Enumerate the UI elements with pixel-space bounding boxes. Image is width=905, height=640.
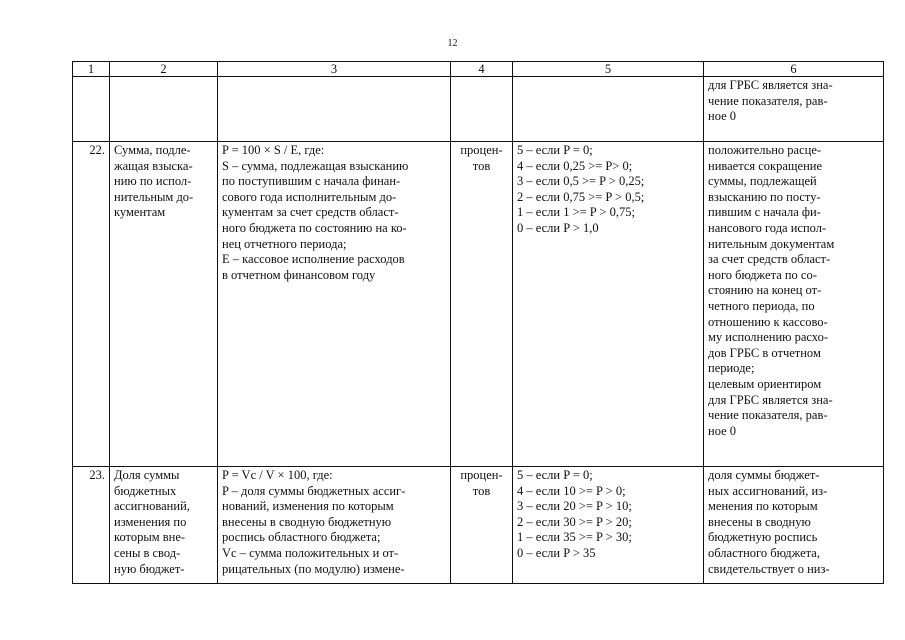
column-header: 2	[110, 62, 218, 77]
empty-cell	[513, 77, 704, 142]
indicator-name-cell: Доля суммы бюджетных ассигнований, изменения по которым вне- сены в свод- ную бюджет-	[110, 467, 218, 584]
scores-cell: 5 – если P = 0; 4 – если 0,25 >= P> 0; 3 – если 0,5 >= P > 0,25; 2 – если 0,75 >= P > 0,5; 1 – если 1 >= P > 0,75; 0 – если P > 1,0	[513, 142, 704, 467]
comment-cell: доля суммы бюджет- ных ассигнований, из- менения по которым внесены в сводную бюджетную роспись областного бюджета, свидетельствует о низ-	[704, 467, 884, 584]
row-number-cell: 23.	[73, 467, 110, 584]
indicator-name-cell: Сумма, подле- жащая взыска- нию по испол- нительным до- кументам	[110, 142, 218, 467]
table-row	[73, 467, 884, 584]
empty-cell	[110, 77, 218, 142]
formula-cell: P = Vc / V × 100, где: P – доля суммы бюджетных ассиг- нований, изменения по которым внесены в сводную бюджетную роспись областного бюджета; Vc – сумма положительных и от- рицательных (по модулю) измене-	[218, 467, 451, 584]
column-header: 3	[218, 62, 451, 77]
table-row	[73, 142, 884, 467]
empty-cell	[451, 77, 513, 142]
table-header-row	[73, 62, 884, 77]
column-header: 4	[451, 62, 513, 77]
page-number: 12	[447, 38, 458, 49]
scores-cell: 5 – если P = 0; 4 – если 10 >= P > 0; 3 – если 20 >= P > 10; 2 – если 30 >= P > 20; 1 – если 35 >= P > 30; 0 – если P > 35	[513, 467, 704, 584]
unit-cell: процен- тов	[451, 467, 513, 584]
column-header: 6	[704, 62, 884, 77]
row-number-cell: 22.	[73, 142, 110, 467]
empty-cell	[218, 77, 451, 142]
comment-cell: для ГРБС является зна- чение показателя, рав- ное 0	[704, 77, 884, 142]
column-header: 1	[73, 62, 110, 77]
empty-cell	[73, 77, 110, 142]
indicators-table	[72, 61, 884, 584]
table-row-continuation	[73, 77, 884, 142]
comment-cell: положительно расце- нивается сокращение суммы, подлежащей взысканию по посту- пившим с начала фи- нансового года испол- нительным документам за счет средств област- ного бюджета по со- стоянию на конец от- четного периода, по отношению к кассово- му исполнению расхо- дов ГРБС в отчетном периоде; целевым ориентиром для ГРБС является зна- чение показателя, рав- ное 0	[704, 142, 884, 467]
unit-cell: процен- тов	[451, 142, 513, 467]
formula-cell: P = 100 × S / E, где: S – сумма, подлежащая взысканию по поступившим с начала финан- сового года исполнительным до- кументам за счет средств област- ного бюджета по состоянию на ко- нец отчетного периода; E – кассовое исполнение расходов в отчетном финансовом году	[218, 142, 451, 467]
column-header: 5	[513, 62, 704, 77]
